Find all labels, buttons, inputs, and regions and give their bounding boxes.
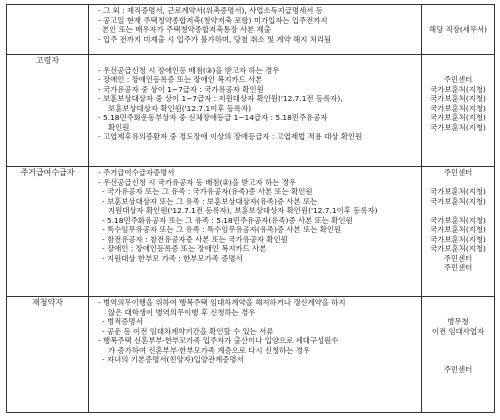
content-line: - 자녀의 기본증명서(친양자)입양관계증명서 <box>102 355 244 365</box>
content-line: - 국가유공자 중 상이 1~7급자 : 국가유공자 확인원 <box>98 84 264 94</box>
content-line: - 공고일 현재 주택청약종합저축(청약저축 포함) 미가입자는 입주전까지 <box>98 15 328 25</box>
issuing-org: 국가보훈처(지청) <box>430 122 486 132</box>
issuing-org-cell <box>422 297 495 413</box>
content-line: - 고엽제후유의증환자 중 경도장애 이상의 장애등급자 : 고엽제법 적용 대상 확인원 <box>98 132 363 142</box>
category-label: 주거급여수급자 <box>20 168 75 177</box>
content-cell <box>89 55 422 167</box>
issuing-org: 국가보훈처(지청) <box>430 84 486 94</box>
content-line: 지원대상자 확인원('12.7.1전 등록자), 보훈보상대상자 확인원('12.7.1이후 등록자) <box>108 206 378 216</box>
issuing-org: 국가보훈처(지청) <box>430 215 486 225</box>
issuing-org: 이전 임대사업자 <box>431 326 485 336</box>
content-line: - 공운 등 이전 임대차계약기간을 확인할 수 있는 서류 <box>102 326 274 336</box>
issuing-org: 국가보훈처(지청) <box>430 234 486 244</box>
issuing-org: 주민센터 <box>443 75 473 84</box>
table-row <box>7 55 495 167</box>
category-cell <box>7 167 89 297</box>
issuing-org: 병무청 <box>447 317 469 326</box>
content-line: - 입주 전까지 미제출 시 입주가 불가하며, 당첨 취소 및 계약 해지 처리됨 <box>98 34 332 44</box>
content-line: - 장애인 : 장애인등록증 또는 장애인 복지카드 사본 <box>102 244 267 254</box>
content-line: - 지원대상 한부모 가족 : 한부모가족 증명서 <box>102 253 243 263</box>
content-line: - 장애인 : 장애인등록증 또는 장애인 복지카드 사본 <box>98 75 263 85</box>
content-line: - 행복주택 신혼부부·한부모가족 입주자가 출산이나 입양으로 세대구성원수 <box>98 336 339 346</box>
content-line: - 국가유공자 또는 그 유족 : 국가유공자(유족)증 사본 또는 확인원 <box>102 187 313 197</box>
issuing-org-cell <box>422 55 495 167</box>
content-line: 본인 또는 배우자가 주택청약종합저축통장 사본 제출 <box>102 25 271 35</box>
category-cell <box>7 297 89 413</box>
issuing-org: 주민센터 <box>443 263 473 273</box>
issuing-org: 국가보훈처(지청) <box>430 244 486 254</box>
content-line: - 병역의무이행을 위하여 행복주택 임대차계약을 해지하거나 갱신계약을 하지 <box>98 298 346 307</box>
category-cell <box>7 55 89 167</box>
table-row <box>7 167 495 297</box>
issuing-org: 해당 직장(세무서) <box>428 24 488 34</box>
content-cell <box>89 167 422 297</box>
content-line: - 보훈보상대상자 또는 그 유족 : 보훈보상대상자(유족)증 사본 또는 <box>102 196 318 206</box>
content-line: - 주거급여수급자증명서 <box>98 168 175 177</box>
content-cell <box>89 297 422 413</box>
content-line: - 우선공급신청 시 장애인등 배점(③)을 받고자 하는 경우 <box>98 65 280 75</box>
content-line: - 5.18민주화운동부상자 중 신체장애등급 1~14급자 : 5.18민주유공자 <box>98 113 328 123</box>
issuing-org: 주민센터 <box>443 253 473 263</box>
issuing-org: 국가보훈처(지청) <box>430 94 486 104</box>
content-line: - 특수임무유공자 또는 그 유족 : 특수임무유공자(유족)증 사본 또는 확인원 <box>102 225 342 235</box>
issuing-org: 주민센터 <box>443 364 473 374</box>
issuing-org-cell <box>422 5 495 55</box>
category-cell <box>7 5 89 55</box>
content-line: 보훈보상대상자 확인원('12.7.1이후 등록자) <box>108 103 252 113</box>
content-line: - 그 외 : 재직증명서, 근로계약서(위촉증명서), 사업소득지급명세서 등 <box>98 6 323 15</box>
table-row <box>7 297 495 413</box>
issuing-org: 국가보훈처(지청) <box>430 103 486 113</box>
issuing-org-cell <box>422 167 495 297</box>
content-line: - 보훈보상대상자 중 상이 1~7급자 : 지원대상자 확인원('12.7.1전 등록자), <box>98 94 343 104</box>
category-label: 고령자 <box>35 56 60 65</box>
issuing-org: 주민센터 <box>443 168 473 177</box>
issuing-org: 국가보훈처(지청) <box>430 225 486 235</box>
content-line: - 병적증명서 <box>102 317 143 327</box>
table-row <box>7 5 495 55</box>
content-cell <box>89 5 422 55</box>
issuing-org: 국가보훈처(지청) <box>430 187 486 197</box>
content-line: 확인원 <box>108 122 130 132</box>
content-line: - 참전유공자 : 참전유공자증 사본 또는 국가유공자 확인원 <box>102 234 288 244</box>
content-line: 않은 대학생이 병역의무이행 후 신청하는 경우 <box>108 307 256 317</box>
issuing-org: 국가보훈처(지청) <box>430 113 486 123</box>
document-table <box>6 4 495 413</box>
content-line: - 우선공급신청 시 국가유공자 등 배점(②)을 받고자 하는 경우 <box>98 177 297 187</box>
content-line: 가 증가하여 신혼부부·한부모가족 계층으로 다시 신청하는 경우 <box>108 345 311 355</box>
issuing-org: 국가보훈처(지청) <box>430 196 486 206</box>
category-label: 재청약자 <box>32 298 63 307</box>
content-line: - 5.18민주화유공자 또는 그 유족 : 5.18민주유공자(유족)증 사본 또는 확인원 <box>102 215 353 225</box>
